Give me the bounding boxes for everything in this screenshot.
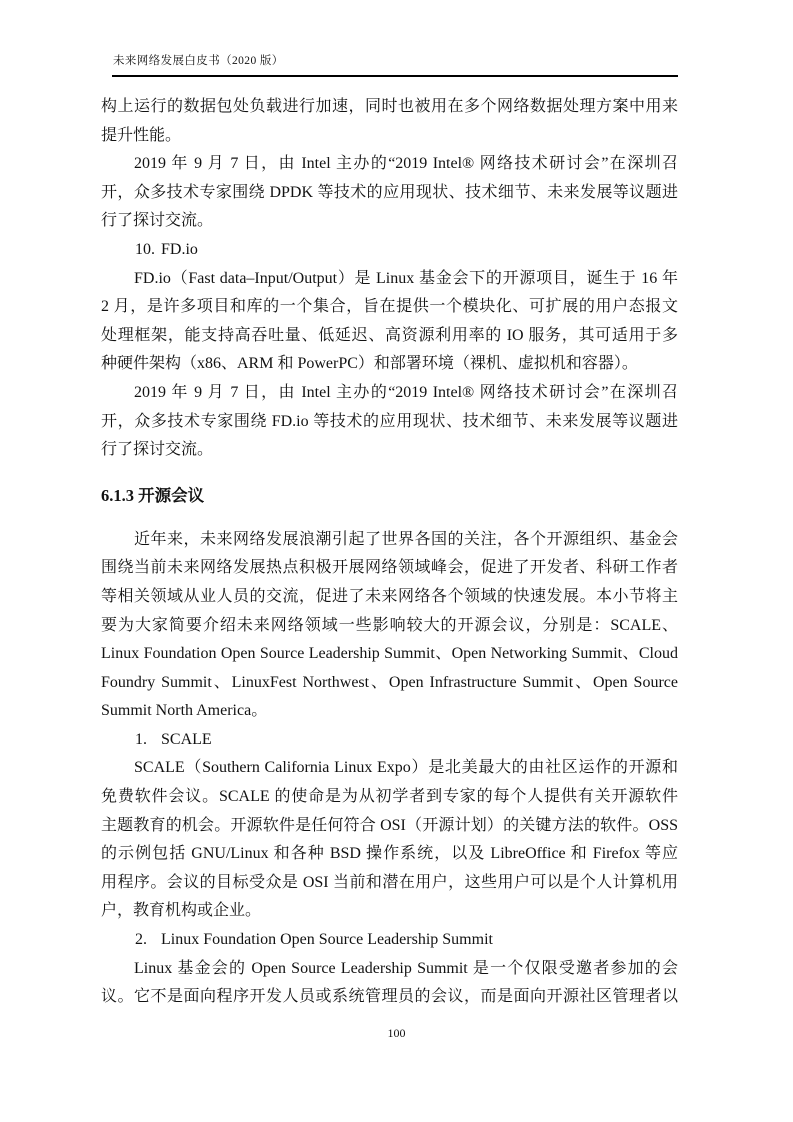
text-line: 主题教育的机会。开源软件是任何符合 OSI（开源计划）的关键方法的软件。OSS (101, 816, 678, 834)
text-line: 提升性能。 (101, 126, 182, 144)
list-item-number: 1. (135, 730, 147, 748)
list-item-label: Linux Foundation Open Source Leadership Summit (161, 931, 493, 949)
page-number: 100 (387, 1026, 406, 1040)
list-item (101, 236, 678, 265)
page-header (113, 52, 284, 68)
text-line: Linux 基金会的 Open Source Leadership Summit 是一个仅限受邀者参加的会 (134, 959, 678, 977)
list-item (101, 926, 678, 955)
text-line: 要为大家简要介绍未来网络领域一些影响较大的开源会议，分别是：SCALE、 (101, 616, 678, 634)
text-line: SCALE（Southern California Linux Expo）是北美最大的由社区运作的开源和 (134, 759, 678, 777)
header-rule (112, 75, 678, 77)
text-line: 构上运行的数据包处负载进行加速，同时也被用在多个网络数据处理方案中用来 (101, 98, 678, 115)
text-line: 免费软件会议。SCALE 的使命是为从初学者到专家的每个人提供有关开源软件 (101, 788, 678, 806)
text-line: 种硬件架构（x86、ARM 和 PowerPC）和部署环境（裸机、虚拟机和容器）。 (101, 355, 638, 373)
section-heading: 6.1.3 开源会议 (101, 485, 205, 505)
text-line: 议。它不是面向程序开发人员或系统管理员的会议，而是面向开源社区管理者以 (101, 988, 678, 1006)
text-line: 的示例包括 GNU/Linux 和各种 BSD 操作系统，以及 LibreOffice 和 Firefox 等应 (101, 845, 678, 863)
document-body (101, 93, 678, 1012)
list-item (101, 726, 678, 755)
text-line: 用程序。会议的目标受众是 OSI 当前和潜在用户，这些用户可以是个人计算机用 (101, 873, 678, 891)
text-line: 户，教育机构或企业。 (101, 902, 262, 920)
text-line: Foundry Summit、LinuxFest Northwest、Open Infrastructure Summit、Open Source (101, 673, 678, 691)
header-title: 未来网络发展白皮书（2020 版） (113, 55, 284, 67)
page-footer (0, 1026, 793, 1041)
text-line: 2019 年 9 月 7 日，由 Intel 主办的“2019 Intel® 网络技术研讨会”在深圳召 (134, 155, 678, 173)
text-line: 2 月，是许多项目和库的一个集合，旨在提供一个模块化、可扩展的用户态报文 (101, 298, 678, 316)
text-line: Linux Foundation Open Source Leadership Summit、Open Networking Summit、Cloud (101, 645, 678, 663)
text-line: 围绕当前未来网络发展热点积极开展网络领域峰会，促进了开发者、科研工作者 (101, 559, 678, 577)
text-line: 行了探讨交流。 (101, 212, 214, 230)
text-line: 行了探讨交流。 (101, 441, 214, 459)
text-line: 开，众多技术专家围绕 FD.io 等技术的应用现状、技术细节、未来发展等议题进 (101, 412, 678, 430)
text-line: 开，众多技术专家围绕 DPDK 等技术的应用现状、技术细节、未来发展等议题进 (101, 183, 678, 201)
text-line: FD.io（Fast data–Input/Output）是 Linux 基金会下的开源项目，诞生于 16 年 (134, 269, 678, 287)
list-item-label: FD.io (161, 240, 198, 258)
text-line: 处理框架，能支持高吞吐量、低延迟、高资源利用率的 IO 服务，其可适用于多 (101, 326, 678, 344)
text-line: 近年来，未来网络发展浪潮引起了世界各国的关注，各个开源组织、基金会 (134, 530, 678, 548)
list-item-number: 2. (135, 931, 147, 949)
text-line: 等相关领域从业人员的交流，促进了未来网络各个领域的快速发展。本小节将主 (101, 587, 678, 605)
list-item-number: 10. (135, 240, 155, 258)
text-line: 2019 年 9 月 7 日，由 Intel 主办的“2019 Intel® 网络技术研讨会”在深圳召 (134, 383, 678, 401)
list-item-label: SCALE (161, 730, 212, 748)
text-line: Summit North America。 (101, 702, 268, 720)
